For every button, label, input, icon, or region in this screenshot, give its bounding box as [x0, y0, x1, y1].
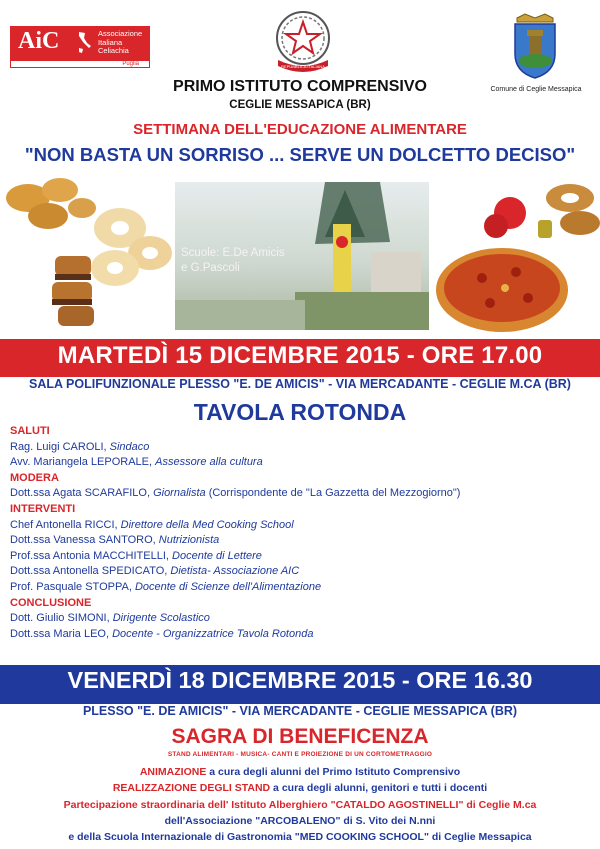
- photo-strip: [0, 168, 600, 340]
- speaker-role: Nutrizionista: [158, 534, 220, 547]
- program-entry: [10, 580, 595, 596]
- emblem-ribbon-text: REPUBBLICA ITALIANA: [281, 64, 325, 69]
- italy-map-icon: [76, 31, 92, 55]
- program-entry: [10, 533, 595, 549]
- speaker-note: (Corrispondente de "La Gazzetta del Mezzogiorno"): [205, 487, 461, 500]
- speaker-name: Dott. Giulio SIMONI,: [10, 612, 113, 625]
- speaker-name: Prof.ssa Antonia MACCHITELLI,: [10, 549, 173, 562]
- event1-date: MARTEDÌ 15 DICEMBRE 2015 - ORE 17.00: [57, 342, 543, 369]
- comune-label: Comune di Ceglie Messapica: [490, 86, 582, 93]
- detail-line: Partecipazione straordinaria dell' Istituto Alberghiero "CATALDO AGOSTINELLI" di Ceglie M.ca: [63, 798, 537, 811]
- program-entry: [10, 611, 595, 627]
- program-entry: [10, 440, 595, 456]
- detail-highlight: REALIZZAZIONE DEGLI STAND: [112, 782, 271, 795]
- program-entry: [10, 486, 595, 502]
- photo-caption-line: Scuole: E.De Amicis: [181, 247, 285, 259]
- event2-date: VENERDÌ 18 DICEMBRE 2015 - ORE 16.30: [67, 667, 533, 693]
- aic-logo-text: AiC: [18, 28, 60, 54]
- program-section-saluti: SALUTI: [10, 425, 50, 437]
- speaker-name: Chef Antonella RICCI,: [10, 518, 121, 531]
- detail-text: a cura degli alunni, genitori e tutti i docenti: [270, 782, 488, 795]
- speaker-role: Dirigente Scolastico: [112, 612, 210, 625]
- event-week-title: SETTIMANA DELL'EDUCAZIONE ALIMENTARE: [133, 121, 467, 138]
- program-section-interventi: INTERVENTI: [10, 502, 76, 515]
- detail-line: [0, 764, 600, 780]
- speaker-name: Avv. Mariangela LEPORALE,: [10, 456, 156, 469]
- speaker-name: Dott.ssa Vanessa SANTORO,: [10, 534, 159, 547]
- photo-caption: [181, 246, 285, 276]
- school-title: PRIMO ISTITUTO COMPRENSIVO: [173, 78, 427, 95]
- aic-logo: [10, 26, 150, 68]
- speaker-name: Rag. Luigi CAROLI,: [10, 440, 110, 453]
- comune-crest-icon: [505, 12, 565, 82]
- photo-caption-line: e G.Pascoli: [181, 262, 240, 274]
- speaker-name: Dott.ssa Antonella SPEDICATO,: [10, 565, 171, 578]
- slogan: "NON BASTA UN SORRISO ... SERVE UN DOLCETTO DECISO": [24, 144, 576, 165]
- program-entry: [10, 564, 595, 580]
- detail-line: dell'Associazione "ARCOBALENO" di S. Vito dei N.nni: [164, 814, 436, 827]
- event2-title: SAGRA DI BENEFICENZA: [171, 725, 429, 748]
- program-entry: [10, 455, 595, 471]
- speaker-role: Direttore della Med Cooking School: [120, 518, 294, 531]
- event2-subtitle: STAND ALIMENTARI - MUSICA- CANTI E PROIEZIONE DI UN CORTOMETRAGGIO: [167, 751, 433, 758]
- aic-name-line: Italiana: [98, 37, 123, 47]
- program-section-conclusione: CONCLUSIONE: [10, 596, 92, 609]
- speaker-role: Docente di Scienze dell'Alimentazione: [134, 580, 322, 593]
- speaker-role: Assessore alla cultura: [155, 456, 263, 469]
- event2-details: [0, 764, 600, 845]
- school-photo: [175, 182, 429, 330]
- event2-venue: PLESSO "E. DE AMICIS" - VIA MERCADANTE - CEGLIE MESSAPICA (BR): [82, 704, 518, 718]
- event1-title: TAVOLA ROTONDA: [193, 399, 407, 425]
- speaker-role: Docente di Lettere: [172, 549, 262, 562]
- program-entry: [10, 549, 595, 565]
- aic-name-line: Celiachia: [98, 46, 129, 55]
- aic-name-line: Associazione: [98, 29, 143, 38]
- detail-line: [0, 780, 600, 796]
- aic-name: [98, 30, 150, 56]
- speaker-name: Prof. Pasquale STOPPA,: [10, 580, 135, 593]
- school-city: CEGLIE MESSAPICA (BR): [229, 99, 371, 111]
- event1-venue: SALA POLIFUNZIONALE PLESSO "E. DE AMICIS" - VIA MERCADANTE - CEGLIE M.CA (BR): [29, 377, 571, 391]
- aic-region: Puglia: [10, 60, 150, 68]
- speaker-role: Giornalista: [153, 487, 206, 500]
- program-entry: [10, 627, 595, 643]
- speaker-role: Docente - Organizzatrice Tavola Rotonda: [112, 627, 314, 640]
- detail-line: e della Scuola Internazionale di Gastronomia "MED COOKING SCHOOL" di Ceglie Messapica: [68, 831, 532, 844]
- detail-highlight: ANIMAZIONE: [139, 766, 207, 778]
- speaker-role: Dietista- Associazione AIC: [170, 565, 300, 578]
- taralli-photo: [0, 168, 175, 340]
- detail-text: a cura degli alunni del Primo Istituto Comprensivo: [206, 766, 461, 778]
- pizza-tomato-photo: [430, 168, 600, 340]
- program-list: [10, 424, 595, 642]
- speaker-name: Dott.ssa Agata SCARAFILO,: [10, 487, 154, 500]
- speaker-role: Sindaco: [109, 440, 150, 453]
- program-entry: [10, 518, 595, 534]
- program-section-modera: MODERA: [10, 471, 59, 484]
- italian-republic-emblem-icon: [272, 8, 334, 74]
- speaker-name: Dott.ssa Maria LEO,: [10, 627, 113, 640]
